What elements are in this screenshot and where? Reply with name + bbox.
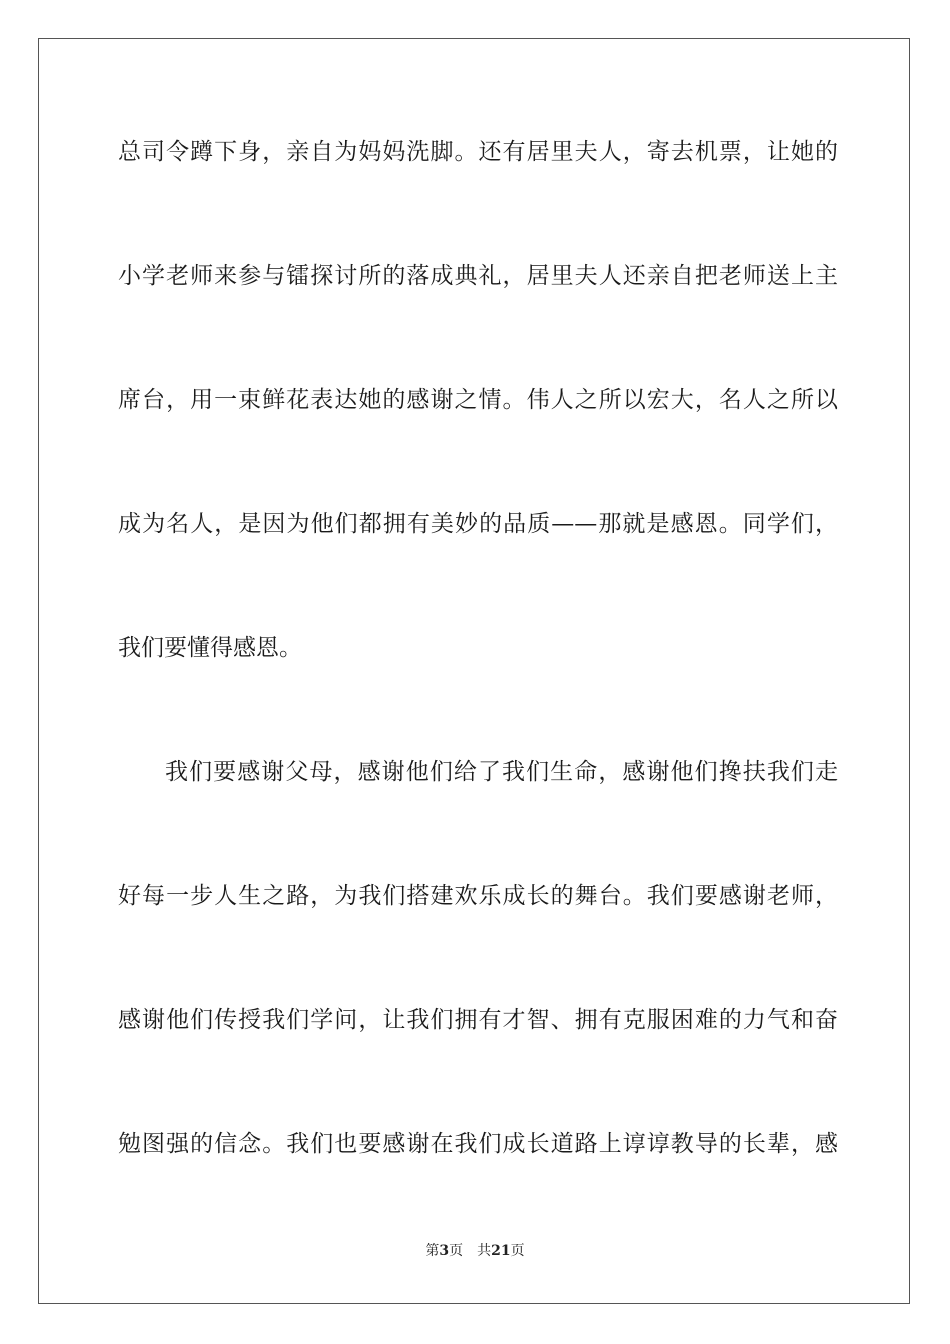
page-number: 3 [439,1243,450,1259]
total-label-prefix: 共 [477,1243,492,1259]
body-text-line: 席台，用一束鲜花表达她的感谢之情。伟人之所以宏大，名人之所以 [118,387,838,413]
page-label-prefix: 第 [425,1243,440,1259]
body-text-line: 感谢他们传授我们学问，让我们拥有才智、拥有克服困难的力气和奋 [118,1007,838,1033]
body-text-line: 总司令蹲下身，亲自为妈妈洗脚。还有居里夫人，寄去机票，让她的 [118,139,838,165]
body-text-line: 好每一步人生之路，为我们搭建欢乐成长的舞台。我们要感谢老师， [118,883,838,909]
page-footer [0,1242,950,1260]
total-pages: 21 [491,1243,511,1259]
paragraph-first-line: 我们要感谢父母，感谢他们给了我们生命，感谢他们搀扶我们走 [165,759,838,785]
page-border [38,38,910,1304]
body-text-line: 成为名人，是因为他们都拥有美妙的品质——那就是感恩。同学们， [118,511,838,537]
page-label-suffix: 页 [449,1243,464,1259]
total-label-suffix: 页 [510,1243,525,1259]
body-text-line: 我们要懂得感恩。 [118,635,302,661]
body-text-line: 勉图强的信念。我们也要感谢在我们成长道路上谆谆教导的长辈，感 [118,1131,838,1157]
body-text-line: 小学老师来参与镭探讨所的落成典礼，居里夫人还亲自把老师送上主 [118,263,838,289]
